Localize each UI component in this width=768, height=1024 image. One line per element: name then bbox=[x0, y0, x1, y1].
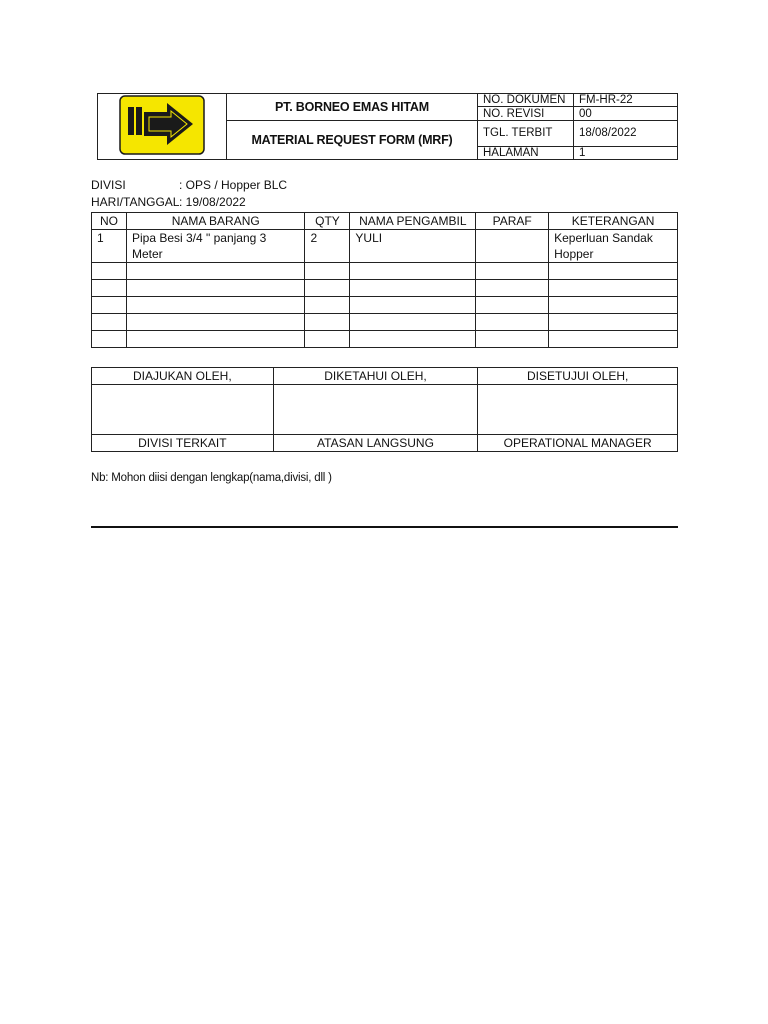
table-cell[interactable] bbox=[305, 263, 350, 280]
meta-value: 18/08/2022 bbox=[574, 120, 678, 146]
items-table bbox=[91, 212, 678, 348]
meta-value: 1 bbox=[574, 146, 678, 159]
approver-role: OPERATIONAL MANAGER bbox=[478, 435, 678, 452]
table-cell[interactable] bbox=[305, 297, 350, 314]
table-row bbox=[92, 314, 678, 331]
company-name: PT. BORNEO EMAS HITAM bbox=[227, 94, 478, 121]
table-row bbox=[92, 331, 678, 348]
table-cell[interactable] bbox=[476, 263, 549, 280]
table-cell[interactable] bbox=[549, 280, 678, 297]
table-row bbox=[92, 230, 678, 263]
table-cell[interactable] bbox=[350, 314, 476, 331]
table-cell[interactable] bbox=[92, 280, 127, 297]
tanggal-value: : 19/08/2022 bbox=[179, 195, 246, 209]
form-title: MATERIAL REQUEST FORM (MRF) bbox=[227, 120, 478, 159]
footnote: Nb: Mohon diisi dengan lengkap(nama,divisi, dll ) bbox=[91, 472, 332, 484]
meta-label: HALAMAN bbox=[478, 146, 574, 159]
table-cell[interactable] bbox=[92, 331, 127, 348]
column-header: NAMA PENGAMBIL bbox=[350, 213, 476, 230]
table-cell[interactable] bbox=[126, 314, 305, 331]
column-header: KETERANGAN bbox=[549, 213, 678, 230]
signature-box[interactable] bbox=[273, 385, 478, 435]
table-row bbox=[92, 263, 678, 280]
table-cell[interactable] bbox=[350, 297, 476, 314]
tanggal-label: HARI/TANGGAL bbox=[91, 195, 180, 209]
column-header: QTY bbox=[305, 213, 350, 230]
table-cell[interactable] bbox=[476, 297, 549, 314]
approver-role: DIVISI TERKAIT bbox=[92, 435, 274, 452]
approver-role: ATASAN LANGSUNG bbox=[273, 435, 478, 452]
tanggal-line bbox=[91, 195, 246, 209]
table-cell[interactable] bbox=[549, 331, 678, 348]
table-cell[interactable] bbox=[126, 297, 305, 314]
table-cell[interactable]: 2 bbox=[305, 230, 350, 263]
signature-box[interactable] bbox=[92, 385, 274, 435]
table-cell[interactable] bbox=[126, 280, 305, 297]
signature-row bbox=[92, 385, 678, 435]
table-cell[interactable] bbox=[549, 314, 678, 331]
signature-box[interactable] bbox=[478, 385, 678, 435]
table-cell[interactable] bbox=[305, 280, 350, 297]
logo-cell bbox=[98, 94, 227, 160]
table-cell[interactable] bbox=[350, 280, 476, 297]
divisi-value: : OPS / Hopper BLC bbox=[179, 178, 288, 192]
meta-value: FM-HR-22 bbox=[574, 94, 678, 107]
table-row bbox=[92, 297, 678, 314]
table-cell[interactable]: Keperluan Sandak Hopper bbox=[549, 230, 678, 263]
table-row bbox=[92, 280, 678, 297]
table-cell[interactable] bbox=[476, 314, 549, 331]
approval-header-row bbox=[92, 368, 678, 385]
table-cell[interactable]: Pipa Besi 3/4 " panjang 3 Meter bbox=[126, 230, 305, 263]
table-cell[interactable] bbox=[126, 331, 305, 348]
table-cell[interactable] bbox=[126, 263, 305, 280]
table-cell[interactable] bbox=[305, 331, 350, 348]
company-logo-arrow-icon bbox=[119, 95, 205, 155]
column-header: PARAF bbox=[476, 213, 549, 230]
table-cell[interactable] bbox=[305, 314, 350, 331]
table-cell[interactable] bbox=[350, 331, 476, 348]
table-cell[interactable]: 1 bbox=[92, 230, 127, 263]
document-header bbox=[97, 93, 678, 160]
table-cell[interactable] bbox=[350, 263, 476, 280]
divisi-label: DIVISI bbox=[91, 178, 126, 192]
approval-header-disetujui: DISETUJUI OLEH, bbox=[478, 368, 678, 385]
table-cell[interactable] bbox=[549, 263, 678, 280]
meta-label: TGL. TERBIT bbox=[478, 120, 574, 146]
approval-header-diajukan: DIAJUKAN OLEH, bbox=[92, 368, 274, 385]
table-cell[interactable] bbox=[476, 230, 549, 263]
divisi-line bbox=[91, 178, 287, 192]
divider bbox=[91, 526, 678, 528]
table-cell[interactable] bbox=[92, 297, 127, 314]
column-header: NO bbox=[92, 213, 127, 230]
items-header-row bbox=[92, 213, 678, 230]
meta-value: 00 bbox=[574, 107, 678, 120]
meta-label: NO. REVISI bbox=[478, 107, 574, 120]
column-header: NAMA BARANG bbox=[126, 213, 305, 230]
approval-footer-row bbox=[92, 435, 678, 452]
approval-header-diketahui: DIKETAHUI OLEH, bbox=[273, 368, 478, 385]
table-cell[interactable] bbox=[476, 331, 549, 348]
meta-label: NO. DOKUMEN bbox=[478, 94, 574, 107]
approval-table bbox=[91, 367, 678, 452]
table-cell[interactable] bbox=[92, 263, 127, 280]
table-cell[interactable] bbox=[549, 297, 678, 314]
table-cell[interactable] bbox=[476, 280, 549, 297]
table-cell[interactable] bbox=[92, 314, 127, 331]
table-cell[interactable]: YULI bbox=[350, 230, 476, 263]
